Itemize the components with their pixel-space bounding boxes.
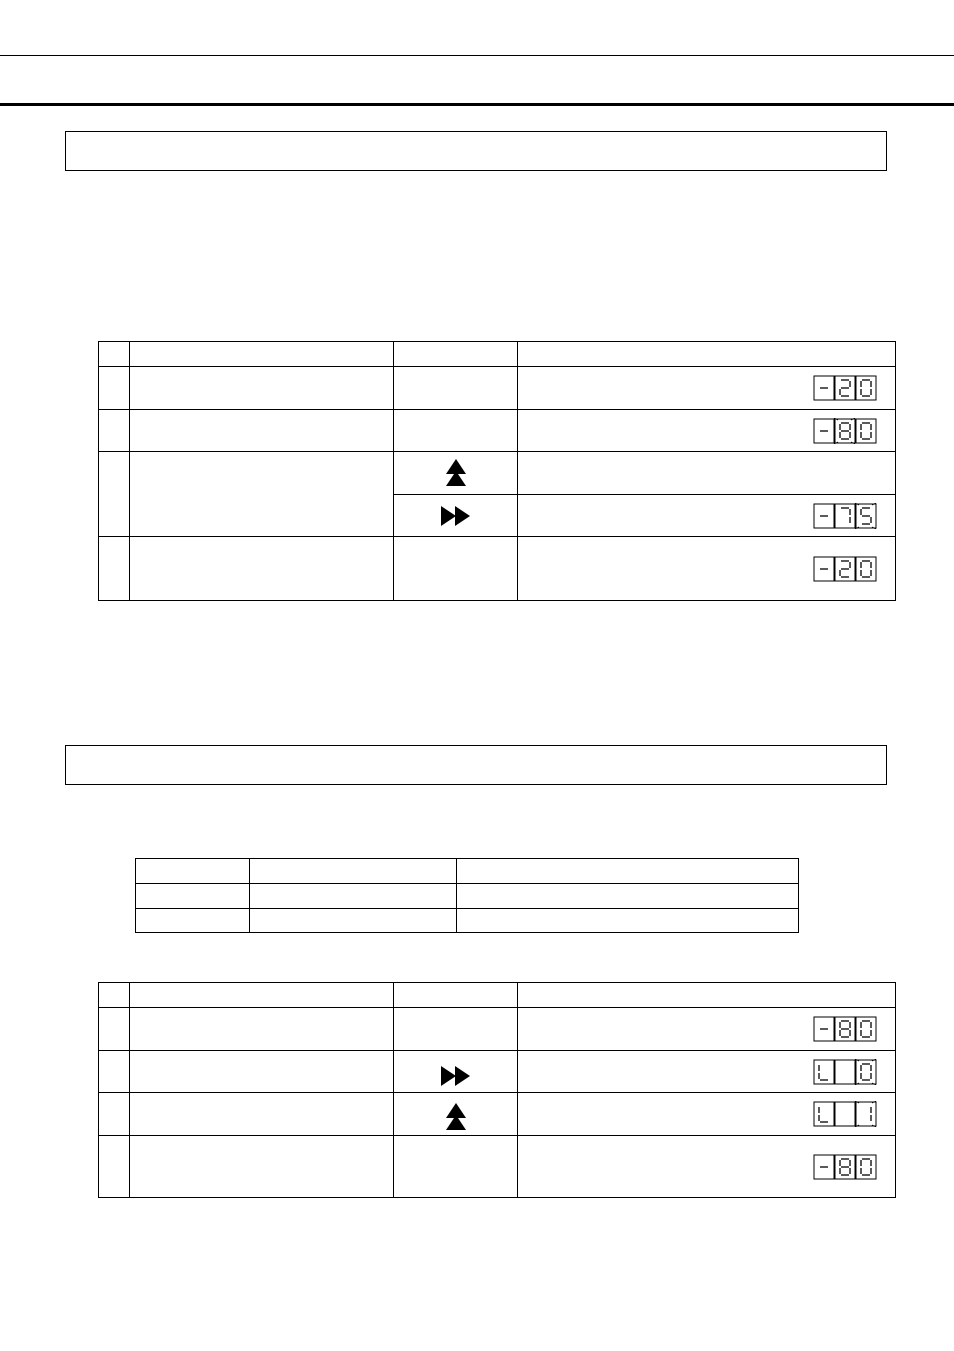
header-step-cell [99, 342, 130, 367]
table-row [99, 452, 896, 495]
step-number [99, 1093, 130, 1136]
ref-cell [250, 884, 457, 909]
header-operation-cell [130, 342, 394, 367]
table-row [136, 909, 799, 933]
step-number [99, 452, 130, 537]
table-row [99, 1008, 896, 1051]
table-row [136, 884, 799, 909]
ref-cell [136, 884, 250, 909]
ref-cell [250, 859, 457, 884]
seven-segment-display-icon [813, 1059, 877, 1085]
ref-cell [136, 859, 250, 884]
step-display-cell [518, 1008, 896, 1051]
step-text [130, 537, 394, 601]
step-text [130, 1008, 394, 1051]
ref-cell [457, 859, 799, 884]
step-display-cell [518, 452, 896, 495]
double-up-triangle-icon[interactable] [445, 457, 467, 489]
ref-cell [250, 909, 457, 933]
seven-segment-display-icon [813, 418, 877, 444]
table-row [99, 367, 896, 410]
step-key-cell [394, 1051, 518, 1093]
step-key-cell [394, 367, 518, 410]
section-1-steps-table [98, 341, 896, 601]
step-number [99, 1051, 130, 1093]
step-text [130, 1051, 394, 1093]
step-key-cell [394, 1093, 518, 1136]
section-2-reference-table [135, 858, 799, 933]
section-2-steps-table [98, 982, 896, 1198]
step-key-cell [394, 1008, 518, 1051]
step-number [99, 410, 130, 452]
seven-segment-display-icon [813, 556, 877, 582]
step-number [99, 537, 130, 601]
seven-segment-display-icon [813, 503, 877, 529]
table-header-row [99, 342, 896, 367]
double-right-triangle-icon[interactable] [439, 1065, 473, 1087]
section-1-title-box [65, 131, 887, 171]
table-row [99, 1051, 896, 1093]
table-row [99, 410, 896, 452]
step-number [99, 1008, 130, 1051]
ref-cell [136, 909, 250, 933]
ref-cell [457, 909, 799, 933]
ref-cell [457, 884, 799, 909]
step-display-cell [518, 410, 896, 452]
step-display-cell [518, 495, 896, 537]
step-display-cell [518, 1093, 896, 1136]
step-key-cell [394, 410, 518, 452]
step-text [130, 1136, 394, 1198]
header-display-cell [518, 983, 896, 1008]
step-display-cell [518, 537, 896, 601]
step-key-cell [394, 495, 518, 537]
header-key-cell [394, 983, 518, 1008]
table-header-row [99, 983, 896, 1008]
seven-segment-display-icon [813, 1101, 877, 1127]
step-number [99, 1136, 130, 1198]
step-key-cell [394, 452, 518, 495]
table-row [136, 859, 799, 884]
step-display-cell [518, 1051, 896, 1093]
table-row [99, 1136, 896, 1198]
step-display-cell [518, 367, 896, 410]
seven-segment-display-icon [813, 1154, 877, 1180]
header-operation-cell [130, 983, 394, 1008]
table-row [99, 1093, 896, 1136]
seven-segment-display-icon [813, 1016, 877, 1042]
section-2-title-box [65, 745, 887, 785]
step-text [130, 410, 394, 452]
step-text [130, 367, 394, 410]
step-text [130, 1093, 394, 1136]
header-thick-rule [0, 103, 954, 106]
step-key-cell [394, 537, 518, 601]
step-text [130, 452, 394, 537]
step-key-cell [394, 1136, 518, 1198]
header-thin-rule [0, 55, 954, 56]
header-display-cell [518, 342, 896, 367]
seven-segment-display-icon [813, 375, 877, 401]
step-display-cell [518, 1136, 896, 1198]
step-number [99, 367, 130, 410]
double-up-triangle-icon[interactable] [445, 1101, 467, 1133]
header-step-cell [99, 983, 130, 1008]
double-right-triangle-icon[interactable] [439, 505, 473, 527]
table-row [99, 537, 896, 601]
header-key-cell [394, 342, 518, 367]
